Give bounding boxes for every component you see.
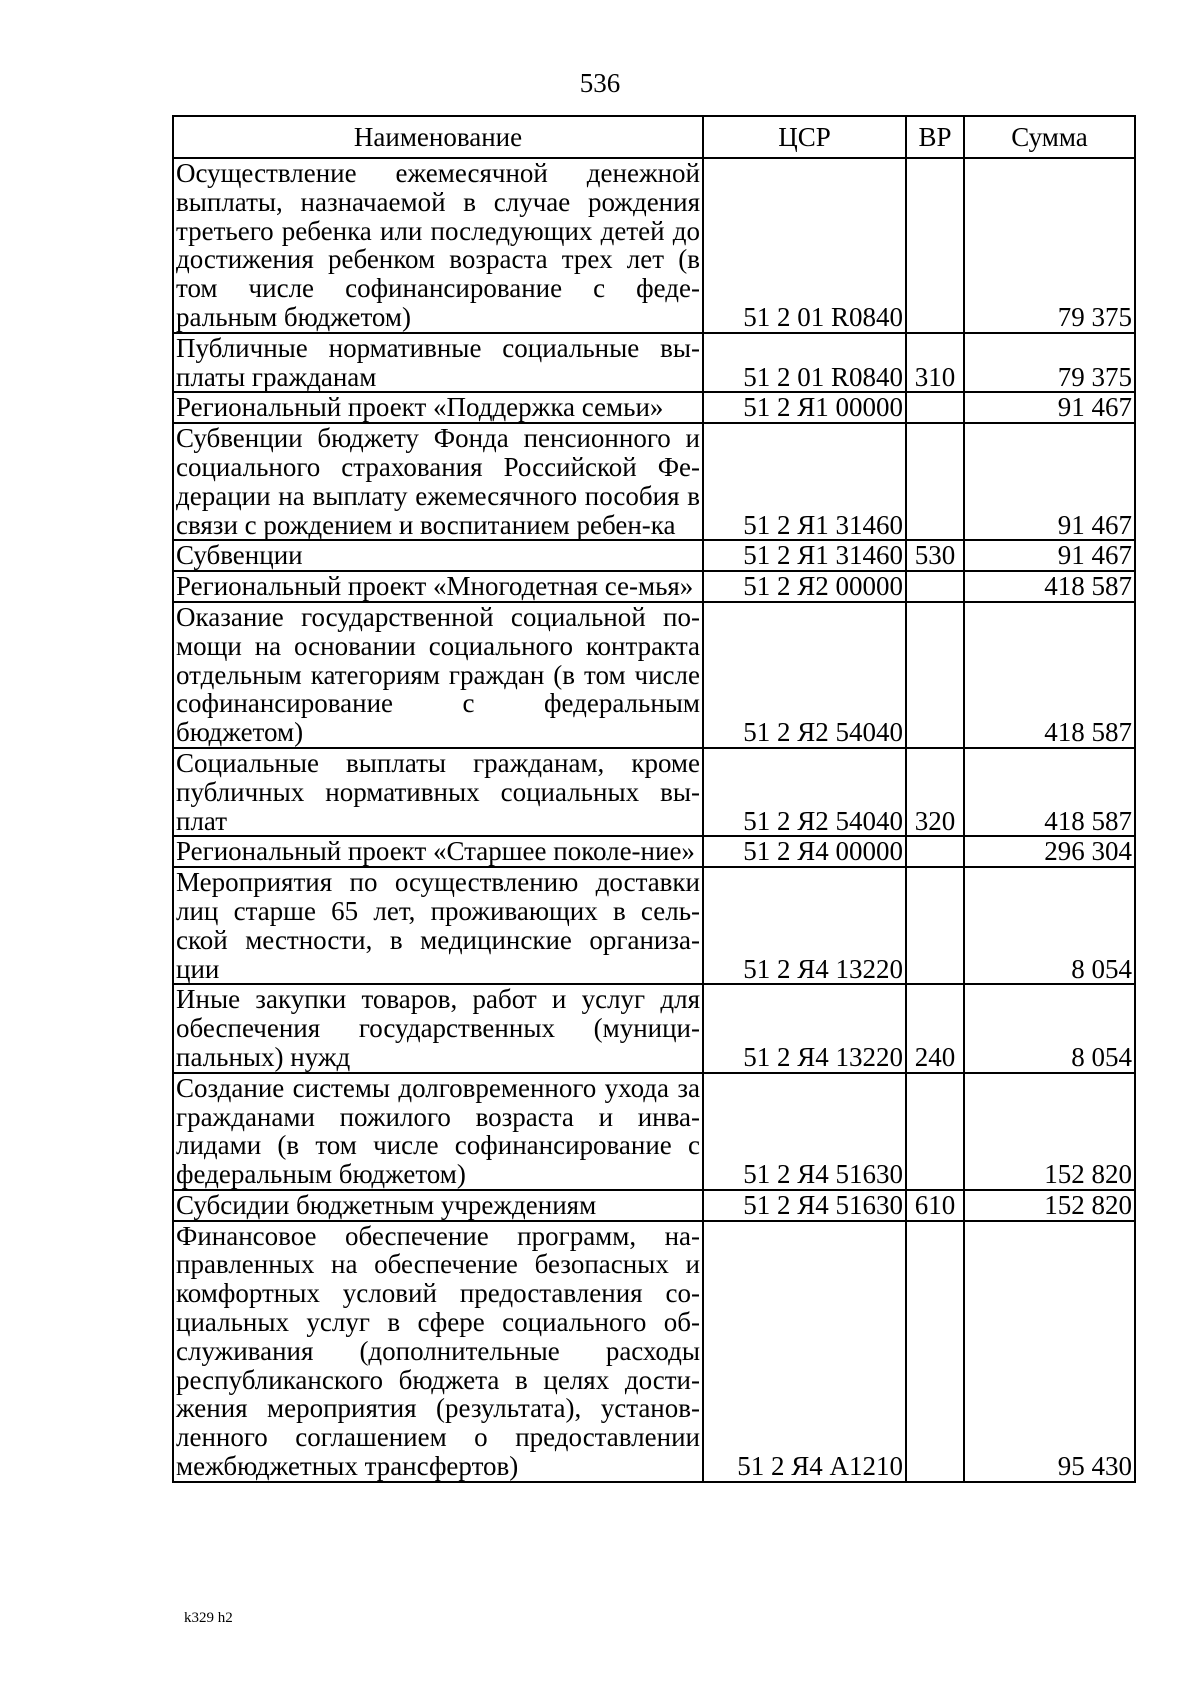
cell-name: Субвенции bbox=[173, 540, 703, 571]
cell-name: Мероприятия по осуществлению доставки лиц старше 65 лет, проживающих в сель-ской местности, в медицинские организа-ции bbox=[173, 867, 703, 984]
cell-csr: 51 2 Я4 51630 bbox=[703, 1190, 906, 1221]
table-row bbox=[173, 423, 1135, 540]
cell-sum: 79 375 bbox=[964, 158, 1135, 333]
table-row bbox=[173, 333, 1135, 393]
header-sum: Сумма bbox=[964, 116, 1135, 158]
cell-csr: 51 2 Я1 31460 bbox=[703, 540, 906, 571]
cell-vr: 610 bbox=[906, 1190, 964, 1221]
cell-csr: 51 2 Я2 54040 bbox=[703, 602, 906, 748]
cell-name: Создание системы долговременного ухода за гражданами пожилого возраста и инва-лидами (в том числе софинансирование с федеральным бюджетом) bbox=[173, 1073, 703, 1190]
cell-vr bbox=[906, 1073, 964, 1190]
cell-name: Осуществление ежемесячной денежной выплаты, назначаемой в случае рождения третьего ребенка или последующих детей до достижения ребенком возраста трех лет (в том числе софинансирование с феде-ральным бюджетом) bbox=[173, 158, 703, 333]
cell-sum: 8 054 bbox=[964, 867, 1135, 984]
table-row bbox=[173, 984, 1135, 1072]
header-name: Наименование bbox=[173, 116, 703, 158]
table-row bbox=[173, 158, 1135, 333]
cell-vr bbox=[906, 571, 964, 602]
cell-sum: 418 587 bbox=[964, 571, 1135, 602]
cell-vr bbox=[906, 836, 964, 867]
cell-name: Региональный проект «Многодетная се-мья» bbox=[173, 571, 703, 602]
cell-sum: 152 820 bbox=[964, 1073, 1135, 1190]
cell-csr: 51 2 Я4 A1210 bbox=[703, 1221, 906, 1482]
cell-name: Оказание государственной социальной по-мощи на основании социального контракта отдельным категориям граждан (в том числе софинансирование с федеральным бюджетом) bbox=[173, 602, 703, 748]
table-row bbox=[173, 867, 1135, 984]
table-row bbox=[173, 1221, 1135, 1482]
table-row bbox=[173, 1073, 1135, 1190]
cell-csr: 51 2 Я2 54040 bbox=[703, 748, 906, 836]
table-row bbox=[173, 571, 1135, 602]
cell-name: Публичные нормативные социальные вы-платы гражданам bbox=[173, 333, 703, 393]
cell-csr: 51 2 01 R0840 bbox=[703, 158, 906, 333]
cell-vr: 240 bbox=[906, 984, 964, 1072]
table-row bbox=[173, 836, 1135, 867]
table-row bbox=[173, 602, 1135, 748]
cell-csr: 51 2 Я1 00000 bbox=[703, 392, 906, 423]
page-number: 536 bbox=[579, 68, 621, 98]
cell-vr bbox=[906, 867, 964, 984]
cell-sum: 418 587 bbox=[964, 748, 1135, 836]
cell-vr bbox=[906, 392, 964, 423]
cell-csr: 51 2 Я4 13220 bbox=[703, 867, 906, 984]
table-row bbox=[173, 1190, 1135, 1221]
cell-vr bbox=[906, 1221, 964, 1482]
cell-name: Региональный проект «Старшее поколе-ние» bbox=[173, 836, 703, 867]
cell-name: Социальные выплаты гражданам, кроме публичных нормативных социальных вы-плат bbox=[173, 748, 703, 836]
cell-sum: 8 054 bbox=[964, 984, 1135, 1072]
cell-sum: 296 304 bbox=[964, 836, 1135, 867]
cell-sum: 79 375 bbox=[964, 333, 1135, 393]
cell-sum: 91 467 bbox=[964, 423, 1135, 540]
cell-sum: 91 467 bbox=[964, 540, 1135, 571]
cell-csr: 51 2 Я4 51630 bbox=[703, 1073, 906, 1190]
cell-vr: 530 bbox=[906, 540, 964, 571]
table-row bbox=[173, 748, 1135, 836]
cell-vr bbox=[906, 602, 964, 748]
footer-code: k329 h2 bbox=[184, 1610, 233, 1626]
cell-sum: 95 430 bbox=[964, 1221, 1135, 1482]
cell-sum: 91 467 bbox=[964, 392, 1135, 423]
cell-vr bbox=[906, 423, 964, 540]
cell-vr bbox=[906, 158, 964, 333]
cell-name: Региональный проект «Поддержка семьи» bbox=[173, 392, 703, 423]
cell-csr: 51 2 01 R0840 bbox=[703, 333, 906, 393]
table-row bbox=[173, 392, 1135, 423]
header-vr: ВР bbox=[906, 116, 964, 158]
cell-sum: 418 587 bbox=[964, 602, 1135, 748]
cell-vr: 320 bbox=[906, 748, 964, 836]
table-header-row bbox=[173, 116, 1135, 158]
cell-vr: 310 bbox=[906, 333, 964, 393]
cell-name: Субвенции бюджету Фонда пенсионного и социального страхования Российской Фе-дерации на выплату ежемесячного пособия в связи с рождением и воспитанием ребен-ка bbox=[173, 423, 703, 540]
cell-csr: 51 2 Я4 00000 bbox=[703, 836, 906, 867]
cell-csr: 51 2 Я4 13220 bbox=[703, 984, 906, 1072]
cell-name: Субсидии бюджетным учреждениям bbox=[173, 1190, 703, 1221]
header-csr: ЦСР bbox=[703, 116, 906, 158]
table-row bbox=[173, 540, 1135, 571]
cell-sum: 152 820 bbox=[964, 1190, 1135, 1221]
cell-csr: 51 2 Я1 31460 bbox=[703, 423, 906, 540]
cell-name: Иные закупки товаров, работ и услуг для обеспечения государственных (муници-пальных) нужд bbox=[173, 984, 703, 1072]
cell-name: Финансовое обеспечение программ, на-правленных на обеспечение безопасных и комфортных условий предоставления со-циальных услуг в сфере социального об-служивания (дополнительные расходы республиканского бюджета в целях дости-жения мероприятия (результата), установ-ленного соглашением о предоставлении межбюджетных трансфертов) bbox=[173, 1221, 703, 1482]
cell-csr: 51 2 Я2 00000 bbox=[703, 571, 906, 602]
budget-table bbox=[172, 115, 1136, 1483]
